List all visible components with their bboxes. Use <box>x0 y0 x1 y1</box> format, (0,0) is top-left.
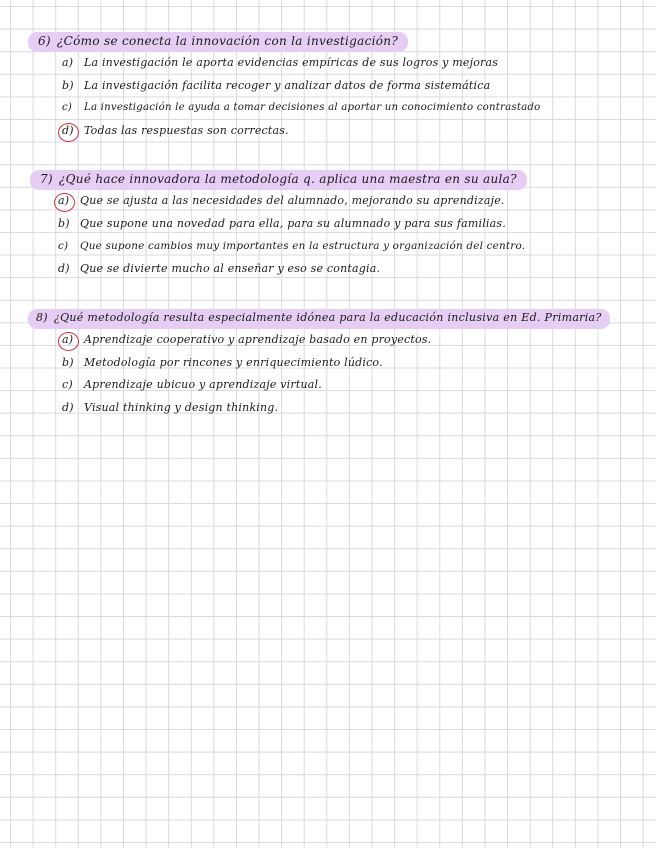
question-7-title: 7) ¿Qué hace innovadora la metodología q. aplica una maestra en su aula? <box>30 168 527 190</box>
option-7a: a) Que se ajusta a las necesidades del alumnado, mejorando su aprendizaje. <box>30 190 628 213</box>
question-6 <box>28 30 628 142</box>
option-7b: b) Que supone una novedad para ella, para su alumnado y para sus familias. <box>58 216 506 230</box>
option-6a: a) La investigación le aporta evidencias empíricas de sus logros y mejoras <box>62 56 499 69</box>
option-8a: a) Aprendizaje cooperativo y aprendizaje basado en proyectos. <box>28 329 628 352</box>
option-6d: d) Todas las respuestas son correctas. <box>28 120 628 143</box>
answer-circle <box>58 332 79 351</box>
question-8 <box>28 306 628 419</box>
option-6c: c) La investigación le ayuda a tomar decisiones al aportar un conocimiento contrastado <box>62 102 541 114</box>
answer-circle <box>58 123 79 142</box>
question-8-title: 8) ¿Qué metodología resulta especialmente idónea para la educación inclusiva en Ed. Primaria? <box>28 307 610 329</box>
option-8d: d) Visual thinking y design thinking. <box>62 400 279 414</box>
option-8b: b) Metodología por rincones y enriquecimiento lúdico. <box>62 355 383 369</box>
option-8c: c) Aprendizaje ubicuo y aprendizaje virtual. <box>62 378 322 392</box>
answer-circle <box>54 193 75 212</box>
question-7 <box>30 168 628 280</box>
option-6b: b) La investigación facilita recoger y analizar datos de forma sistemática <box>62 78 491 92</box>
option-7c: c) Que supone cambios muy importantes en la estructura y organización del centro. <box>58 240 526 253</box>
question-6-title: 6) ¿Cómo se conecta la innovación con la investigación? <box>28 30 408 52</box>
option-7d: d) Que se divierte mucho al enseñar y eso se contagia. <box>58 261 381 275</box>
